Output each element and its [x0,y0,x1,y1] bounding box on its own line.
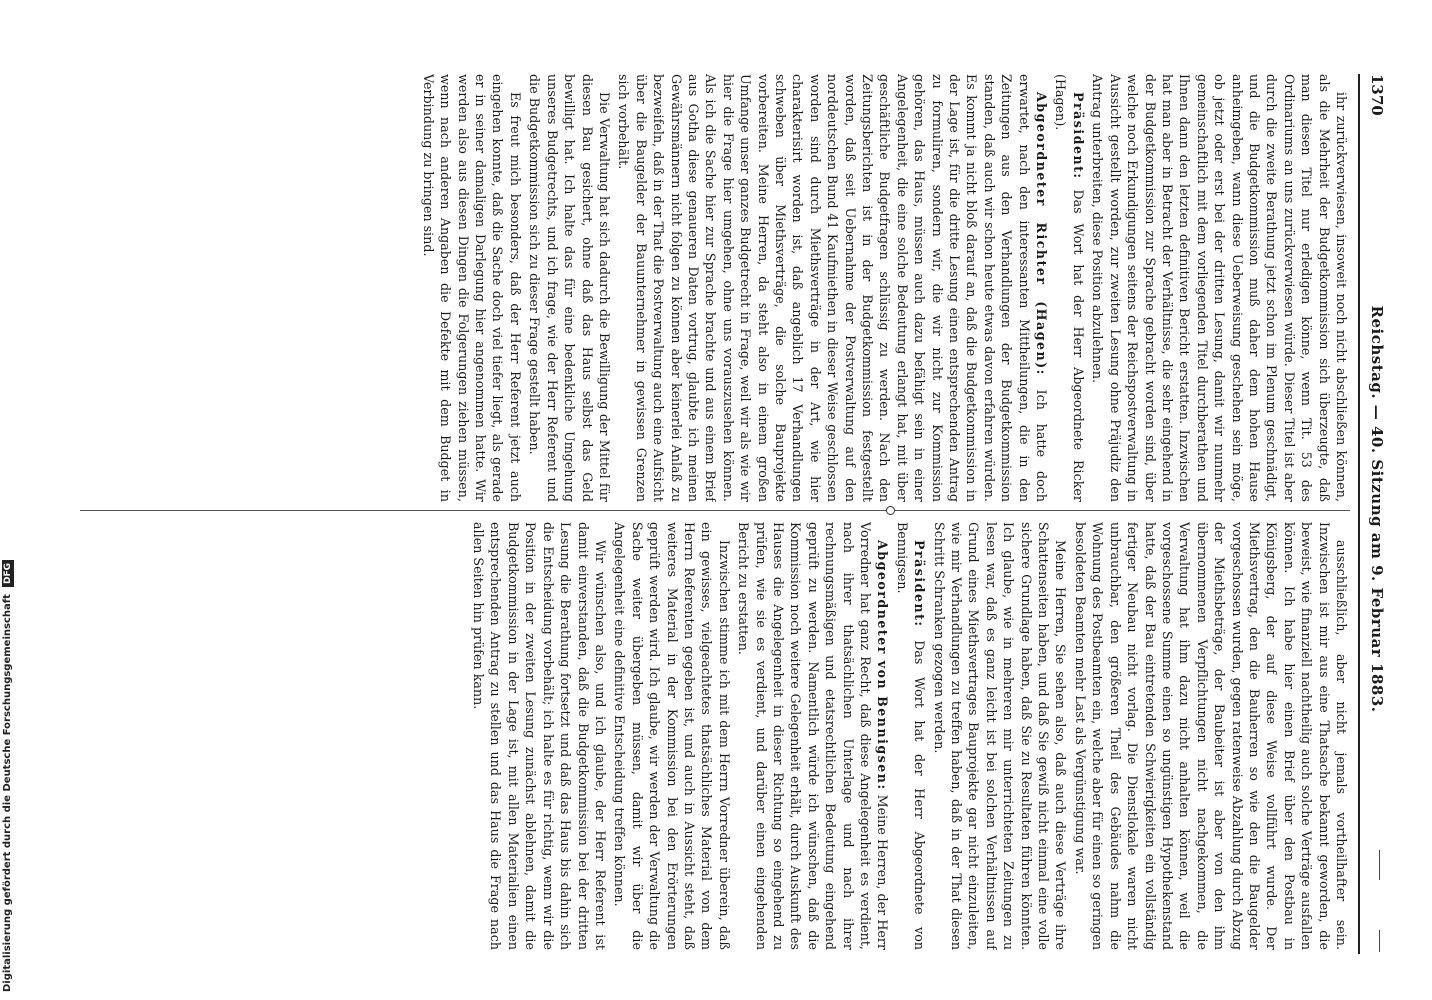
header-ornament [1379,850,1380,880]
speech [615,74,1050,502]
speech-text: Das Wort hat der Herr Abgeordnete von Bennigsen. [894,522,928,950]
credit-text: Digitalisierung gefördert durch die Deutsche Forschungsgemeinschaft [2,594,13,992]
page-header [1362,74,1392,944]
speaker-label: Abgeordneter Richter (Hagen): [1034,92,1050,376]
column-divider [80,510,1350,511]
paragraph: Wir wünschen also, und ich glaube, der Herr Referent ist damit einverstanden, daß die Budgetkommission bei der dritten Lesung die Berathung fortsetzt und daß das Haus bis dahin sich die Entscheidung vorbehält; ich halte es für richtig, wenn wir die Position in der zweiten Lesung zunächst ablehnen, damit die Budgetkommission in der Lage ist, mit allen Materialien einen entsprechenden Antrag zu stellen und das Haus die Frage nach allen Seiten hin prüfen kann. [471,522,608,950]
document-page [10,0,1410,1000]
column-marker [886,506,895,515]
paragraph: Es freut mich besonders, daß der Herr Referent jetzt auch eingehen konnte, daß die Sache doch viel tiefer liegt, als gerade er in seiner damaligen Darlegung hier angenommen hatte. Wir werden also aus diesen Dingen die Folgerungen ziehen müssen, wenn nach anderen Angaben die Defekte mit dem Budget in Verbindung zu bringen sind. [420,74,523,502]
page-number: 1370 [1368,74,1386,116]
speech [1052,74,1087,502]
paragraph: Inzwischen stimme ich mit dem Herrn Vorredner überein, daß ein gewisses, vielgeachtetes thatsächliches Material von dem Herrn Referenten gegeben ist, und auch in Aussicht steht, daß weiteres Material in der Kommission bei den Erörterungen geprüft werden wird. Ich glaube, wir werden der Verwaltung die Sache weiter übergeben müssen, damit wir über die Angelegenheit eine definitive Entscheidung treffen können. [612,522,732,950]
right-column [70,522,1350,950]
paragraph: Die Verwaltung hat sich dadurch die Bewilligung der Mittel für diesen Bau gesichert, ohne daß das Haus selbst das Geld bewilligt hat. Ich halte das für eine bedenkliche Umgehung unseres Budgetrechts, und ich frage, wie der Herr Referent und die Budgetkommission sich zu dieser Frage gestellt haben. [527,74,612,502]
paragraph: ihr zurückverwiesen, insoweit noch nicht abschließen können, als die Mehrheit der Budgetkommission sich überzeugte, daß man diesen Titel nur erledigen könne, wenn Tit. 53 des Ordinariums an uns zurückverwiesen würde. Dieser Titel ist aber durch die zweite Berathung jetzt schon im Plenum geschnädigt, und die Budgetkommission muß daher dem hohen Hause anheimgeben, wann diese Ueberweisung geschehen sein möge, ob jetzt oder erst bei der dritten Lesung, damit wir nunmehr gemeinschaftlich mit dem vorliegenden Titel durchberathen und Ihnen dann den letzten definitiven Bericht erstatten. Inzwischen hat man aber in Betracht der Verhältnisse, die sehr eingehend in der Budgetkommission zur Sprache gebracht worden sind, über welche noch Erkundigungen seitens der Reichspostverwaltung in Aussicht gestellt worden, zur zweiten Lesung ohne Präjudiz den Antrag unterbreiten, diese Position abzulehnen. [1090,74,1349,502]
speech-text: Meine Herren, der Herr Vorredner hat ganz Recht, daß diese Angelegenheit es verdient, nach ihrer thatsächlichen Unterlage und nach ihrer rechnungsmäßigen und etatsrechtlichen Bedeutung eingehend geprüft zu werden. Namentlich würde ich wünschen, daß die Kommission noch weitere Gelegenheit erhält, durch Auskunft des Hauses die Angelegenheit in dieser Richtung so eingehend zu prüfen, wie sie es verdient, und darüber einen eingehenden Bericht zu erstatten. [736,522,891,950]
digitization-credit [2,2,18,992]
speaker-label: Präsident: [912,540,928,628]
speaker-label: Präsident: [1070,92,1086,180]
dfg-logo: DFG [2,560,14,587]
running-title: Reichstag. — 40. Sitzung am 9. Februar 1883. [1368,305,1386,713]
paragraph: Meine Herren, Sie sehen also, daß auch diese Verträge ihre Schattenseiten haben, und daß Sie gewiß nicht einmal eine volle sichere Grundlage haben, daß Sie zu Resultaten führen könnten. Ich glaube, wie in mehreren mir unterrichteten Zeitungen zu lesen war, daß es ganz leicht ist bei solchen Verhältnissen auf Grund eines Miethsvertrages Bauprojekte gar nicht einzuleiten, wie mir Verhandlungen zu treffen haben, daß in der That diesen Schritt Schranken gezogen werden. [931,522,1069,950]
speech [893,522,928,950]
paragraph: ausschließlich, aber nicht jemals vortheilhafter sein. Inzwischen ist mir aus eine Thatsache bekannt geworden, die beweist, wie finanziell nachtheilig auch solche Verträge ausfallen können. Ich habe hier einen Brief über den Postbau in Königsberg, der auf diese Weise vollführt wurde. Der Miethsvertrag, den die Bauherren so wie den die Baugelder vorgeschossen wurden, gegen ratenweise Abzahlung durch Abzug der Miethsbeträge, der Baubeiter ist aber von den ihm übernommenen Verpflichtungen nicht nachgekommen, die Verwaltung hat ihm dazu nicht anhalten können, weil die vorgeschossene Summe einen so ungünstigen Hypothekenstand hatte, daß der Bau eintretenden Schwierigkeiten ein vollständig fertiger Neubau nicht vorlag. Die Dienstlokale waren nicht unbrauchbar, den größeren Theil des Gebäudes nahm die Wohnung des Postbeamten ein, welche aber für einen so geringen besoldeten Beamten mehr Last als Vergünstigung war. [1072,522,1349,950]
speaker-label: Abgeordneter von Bennigsen: [875,540,891,791]
header-rule [1358,74,1360,954]
speech-text: Ich hatte doch erwartet, nach den interessanten Mittheilungen, die in den Zeitungen aus den Verhandlungen der Budgetkommission standen, daß auch wir schon heute etwas davon erfahren würden. Es kommt ja nicht bloß darauf an, daß die Budgetkommission in der Lage ist, für die dritte Lesung einen entsprechenden Antrag zu formuliren, sondern wir, die wir nicht zur Kommission gehören, das Haus, müssen auch dazu befähigt sein in einer Angelegenheit, die eine solche Bedeutung erlangt hat, mit über geschäftliche Budgetfragen schlüssig zu werden. Nach den Zeitungsberichten ist in der Budgetkommission festgestellt worden, daß seit Uebernahme der Postverwaltung auf den norddeutschen Bund 41 Kaufmiethen in dieser Weise geschlossen worden sind durch Miethsverträge in der Art, wie hier charakterisirt worden ist, daß angeblich 17 Verhandlungen schweben über Miethsverträge, die solche Bauprojekte vorbereiten. Meine Herren, da steht also in einem großen Umfange unser ganzes Budgetrecht in Frage, weil wir als wie wir hier die Frage hier umgehen, ohne uns vorauszusehen können. Als ich die Sache hier zur Sprache brachte und aus einem Brief aus Gotha diese genaueren Daten vortrug, glaubte ich meinen Gewährsmännern nicht folgen zu können aber keinerlei Anlaß zu bezweifeln, daß in der That die Postverwaltung auch eine Aufsicht über die Baugelder der Bauunternehmer in gewissen Grenzen sich vorbehält. [616,74,1050,502]
speech [735,522,892,950]
header-ornament [1379,930,1380,952]
left-column [70,74,1350,502]
speech-text: Das Wort hat der Herr Abgeordnete Ricker (Hagen). [1053,74,1086,502]
